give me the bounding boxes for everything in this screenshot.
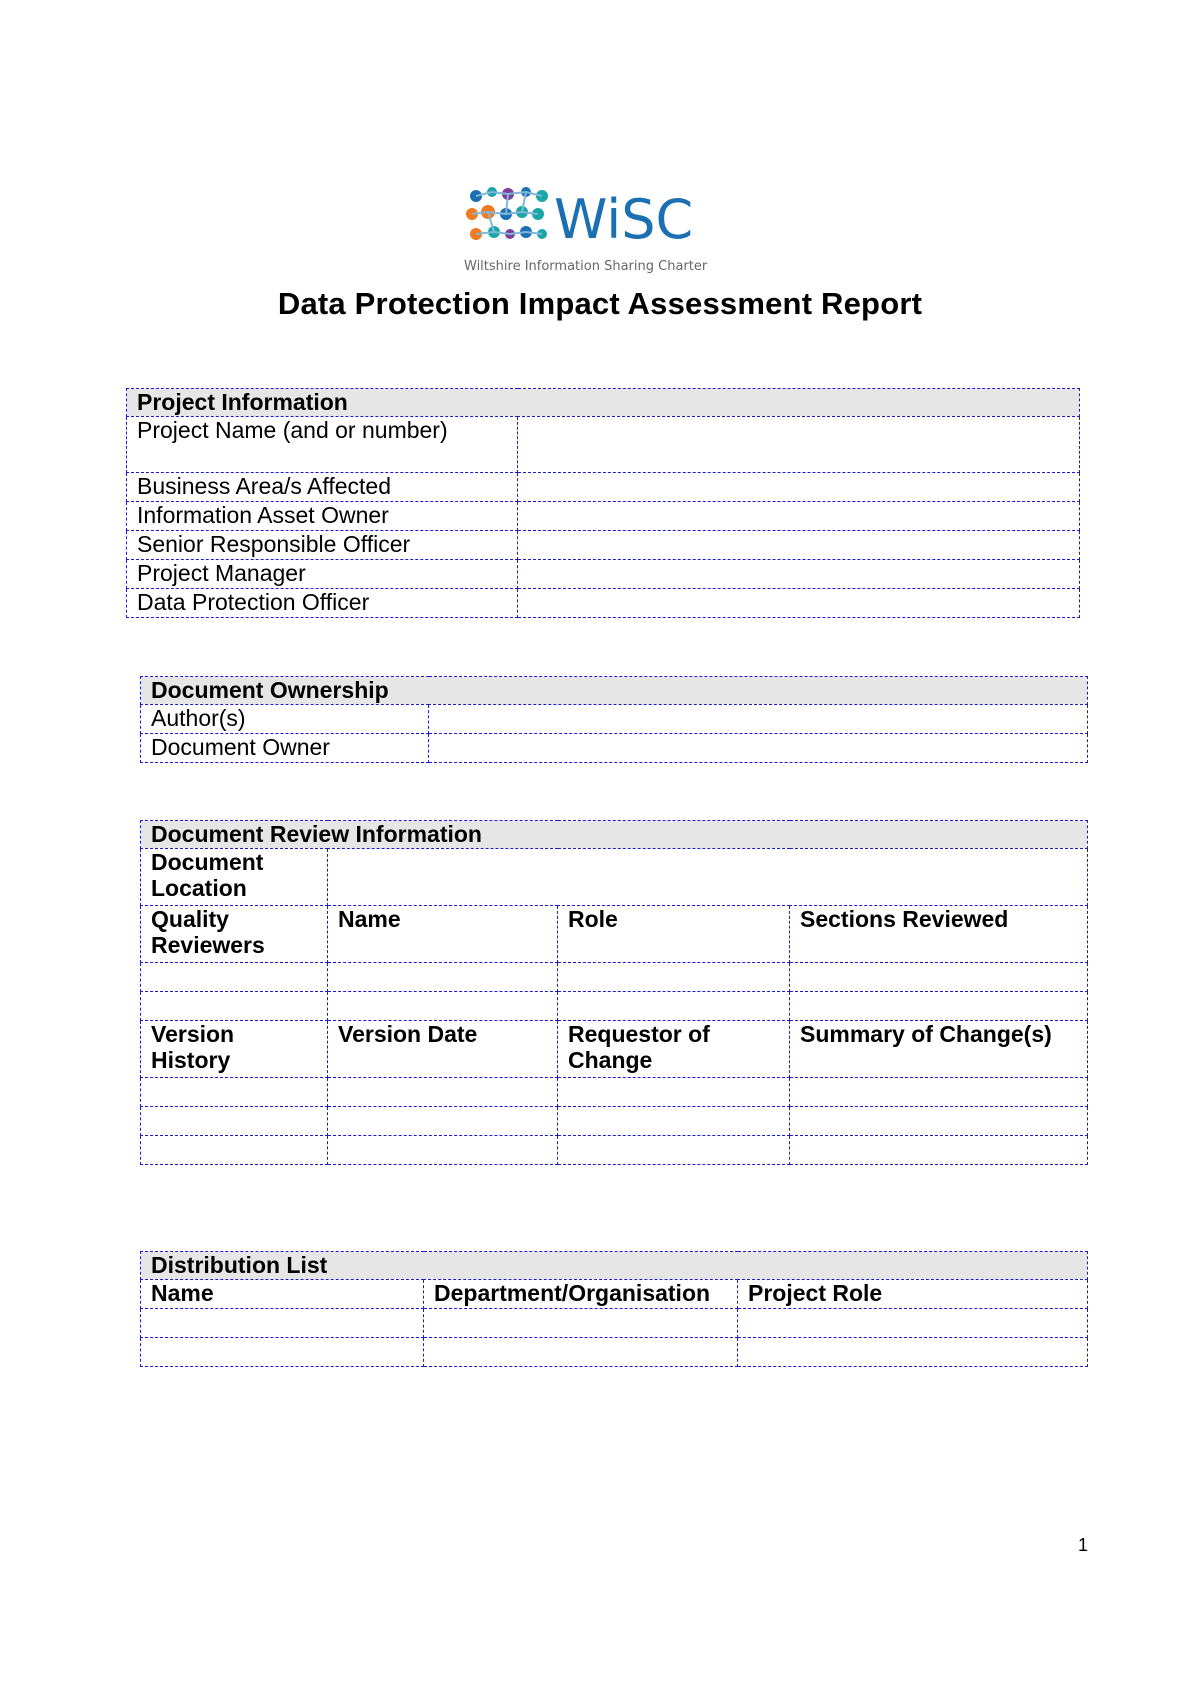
- distribution-list-heading: Distribution List: [141, 1252, 1088, 1280]
- field-label: Data Protection Officer: [127, 589, 518, 618]
- logo-tagline: Wiltshire Information Sharing Charter: [464, 259, 708, 274]
- requestor-field[interactable]: [558, 1078, 790, 1107]
- column-header: Summary of Change(s): [790, 1021, 1088, 1078]
- distribution-name-field[interactable]: [141, 1338, 424, 1367]
- field-label: Information Asset Owner: [127, 502, 518, 531]
- document-review-table: [140, 820, 1088, 1165]
- column-header: Role: [558, 906, 790, 963]
- document-ownership-heading: Document Ownership: [141, 677, 1088, 705]
- table-cell[interactable]: [141, 1136, 328, 1165]
- reviewer-role-field[interactable]: [558, 963, 790, 992]
- sections-reviewed-field[interactable]: [790, 992, 1088, 1021]
- senior-responsible-officer-field[interactable]: [518, 531, 1080, 560]
- department-field[interactable]: [424, 1309, 738, 1338]
- distribution-list-table: [140, 1251, 1088, 1367]
- data-protection-officer-field[interactable]: [518, 589, 1080, 618]
- logo-wordmark: WiSC: [554, 188, 694, 251]
- reviewer-role-field[interactable]: [558, 992, 790, 1021]
- field-label: Project Manager: [127, 560, 518, 589]
- table-cell[interactable]: [141, 1107, 328, 1136]
- project-information-table: [126, 388, 1080, 618]
- column-header: Project Role: [738, 1280, 1088, 1309]
- project-information-heading: Project Information: [127, 389, 1080, 417]
- summary-field[interactable]: [790, 1078, 1088, 1107]
- field-label: Document Owner: [141, 734, 429, 763]
- summary-field[interactable]: [790, 1107, 1088, 1136]
- logo-mark: [466, 187, 548, 240]
- project-name-field[interactable]: [518, 417, 1080, 473]
- document-ownership-table: [140, 676, 1088, 763]
- distribution-name-field[interactable]: [141, 1309, 424, 1338]
- quality-reviewers-label: Quality Reviewers: [141, 906, 328, 963]
- table-cell[interactable]: [141, 1078, 328, 1107]
- page-number: 1: [1078, 1535, 1089, 1555]
- project-manager-field[interactable]: [518, 560, 1080, 589]
- document-title: Data Protection Impact Assessment Report: [277, 286, 923, 321]
- document-review-heading: Document Review Information: [141, 821, 1088, 849]
- table-cell[interactable]: [141, 992, 328, 1021]
- requestor-field[interactable]: [558, 1107, 790, 1136]
- column-header: Version Date: [328, 1021, 558, 1078]
- column-header: Department/Organisation: [424, 1280, 738, 1309]
- version-date-field[interactable]: [328, 1107, 558, 1136]
- column-header: Sections Reviewed: [790, 906, 1088, 963]
- summary-field[interactable]: [790, 1136, 1088, 1165]
- reviewer-name-field[interactable]: [328, 992, 558, 1021]
- column-header: Requestor of Change: [558, 1021, 790, 1078]
- table-cell[interactable]: [141, 963, 328, 992]
- business-area-field[interactable]: [518, 473, 1080, 502]
- field-label: Author(s): [141, 705, 429, 734]
- field-label: Business Area/s Affected: [127, 473, 518, 502]
- project-role-field[interactable]: [738, 1309, 1088, 1338]
- document-owner-field[interactable]: [429, 734, 1088, 763]
- document-location-field[interactable]: [328, 849, 1088, 906]
- column-header: Name: [328, 906, 558, 963]
- field-label: Project Name (and or number): [127, 417, 518, 473]
- information-asset-owner-field[interactable]: [518, 502, 1080, 531]
- requestor-field[interactable]: [558, 1136, 790, 1165]
- version-date-field[interactable]: [328, 1136, 558, 1165]
- sections-reviewed-field[interactable]: [790, 963, 1088, 992]
- column-header: Name: [141, 1280, 424, 1309]
- department-field[interactable]: [424, 1338, 738, 1367]
- version-date-field[interactable]: [328, 1078, 558, 1107]
- project-role-field[interactable]: [738, 1338, 1088, 1367]
- reviewer-name-field[interactable]: [328, 963, 558, 992]
- version-history-label: Version History: [141, 1021, 328, 1078]
- author-field[interactable]: [429, 705, 1088, 734]
- wisc-logo: [464, 184, 732, 280]
- document-location-label: Document Location: [141, 849, 328, 906]
- field-label: Senior Responsible Officer: [127, 531, 518, 560]
